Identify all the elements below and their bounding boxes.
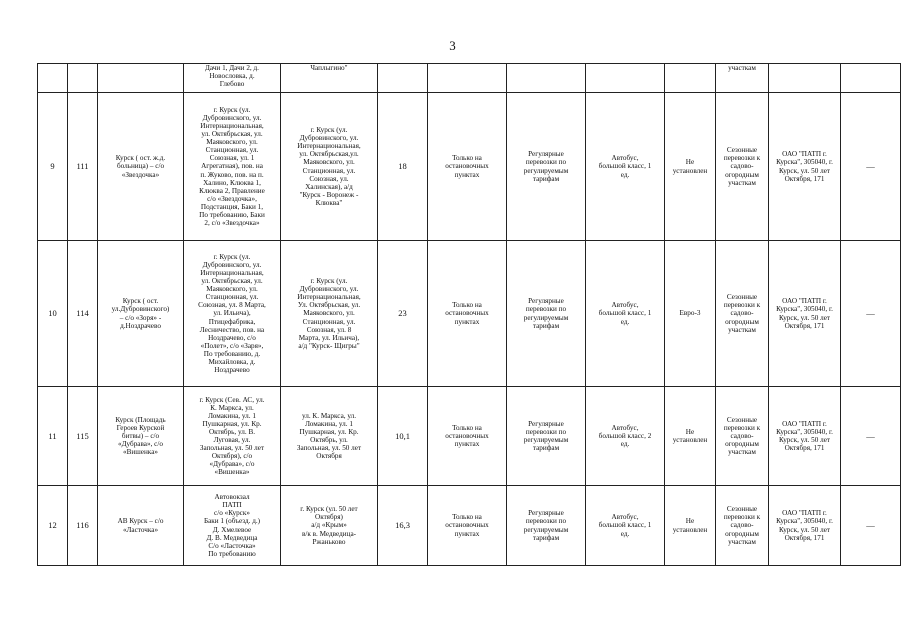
cell-type: Регулярные перевозки по регулируемым тарифам: [507, 93, 586, 241]
cell-streets: Чаплыгино": [281, 64, 378, 93]
cell-type: Регулярные перевозки по регулируемым тарифам: [507, 241, 586, 387]
cell-order: [428, 64, 507, 93]
cell-vehicle: [586, 64, 665, 93]
table-row: [38, 93, 901, 241]
cell-num: [38, 64, 68, 93]
cell-length: [378, 64, 428, 93]
cell-num: 11: [38, 387, 68, 486]
cell-num: 10: [38, 241, 68, 387]
cell-num: 12: [38, 486, 68, 566]
cell-carrier: ОАО "ПАТП г. Курска", 305040, г. Курск, ул. 50 лет Октября, 171: [769, 486, 841, 566]
cell-name: Курск (Площадь Героев Курской битвы) – с/о «Дубрава», с/о «Вишенка»: [98, 387, 184, 486]
cell-type: Регулярные перевозки по регулируемым тарифам: [507, 486, 586, 566]
cell-name: АВ Курск – с/о «Ласточка»: [98, 486, 184, 566]
cell-carrier: [769, 64, 841, 93]
table-row: [38, 64, 901, 93]
cell-extra: —: [841, 486, 901, 566]
table-row: [38, 387, 901, 486]
cell-length: 23: [378, 241, 428, 387]
table-row: [38, 241, 901, 387]
cell-route: [68, 64, 98, 93]
cell-stops: г. Курск (Сев. АС, ул. К. Маркса, ул. Ломакина, ул. 1 Пушкарная, ул. Кр. Октябрь, ул. В. Луговая, ул. Запольная, ул. 50 лет Октября), с/о «Дубрава», с/о «Вишенка»: [184, 387, 281, 486]
cell-name: [98, 64, 184, 93]
cell-eco: Не установлен: [665, 486, 716, 566]
route-registry-table: [37, 63, 901, 566]
cell-type: Регулярные перевозки по регулируемым тарифам: [507, 387, 586, 486]
cell-order: Только на остановочных пунктах: [428, 241, 507, 387]
cell-route: 111: [68, 93, 98, 241]
cell-streets: г. Курск (ул. 50 лет Октября) а/д «Крым» в/к в. Медведица- Ржаньково: [281, 486, 378, 566]
cell-order: Только на остановочных пунктах: [428, 387, 507, 486]
cell-stops: Автовокзал ПАТП с/о «Курск» Баки 1 (объезд. д.) Д. Хмелевое Д. В. Медведица С/о «Ласточка» По требованию: [184, 486, 281, 566]
cell-order: Только на остановочных пунктах: [428, 486, 507, 566]
cell-streets: г. Курск (ул. Дубровинского, ул. Интернациональная, ул. Октябрьская,ул. Маяковского, ул. Станционная, ул. Союзная, ул. Халинская), а/д "Курск - Воронеж - Клюква": [281, 93, 378, 241]
cell-type: [507, 64, 586, 93]
cell-season: Сезонные перевозки к садово- огородным участкам: [716, 387, 769, 486]
cell-route: 116: [68, 486, 98, 566]
cell-eco: Не установлен: [665, 93, 716, 241]
cell-length: 10,1: [378, 387, 428, 486]
cell-season: Сезонные перевозки к садово- огородным участкам: [716, 93, 769, 241]
cell-eco: [665, 64, 716, 93]
cell-extra: [841, 64, 901, 93]
cell-extra: —: [841, 387, 901, 486]
cell-vehicle: Автобус, большой класс, 2 ед.: [586, 387, 665, 486]
cell-streets: ул. К. Маркса, ул. Ломакина, ул. 1 Пушкарная, ул. Кр. Октябрь, ул. Запольная, ул. 50 лет Октября: [281, 387, 378, 486]
cell-season: Сезонные перевозки к садово- огородным участкам: [716, 486, 769, 566]
cell-order: Только на остановочных пунктах: [428, 93, 507, 241]
page-number: 3: [449, 38, 456, 53]
cell-eco: Не установлен: [665, 387, 716, 486]
cell-stops: г. Курск (ул. Дубровинского, ул. Интернациональная, ул. Октябрьская, ул. Маяковского, ул. Станционная, ул. Союзная, ул. 8 Марта, ул. Ильича), Птицефабрика, Лесничество, пов. на Ноздрачево, с/о «Полет», с/о «Заря», По требованию, д. Михайловка, д. Ноздрачево: [184, 241, 281, 387]
cell-stops: Дачи 1, Дачи 2, д. Новословка, д. Глебово: [184, 64, 281, 93]
cell-eco: Евро-3: [665, 241, 716, 387]
cell-route: 115: [68, 387, 98, 486]
cell-num: 9: [38, 93, 68, 241]
cell-extra: —: [841, 93, 901, 241]
cell-carrier: ОАО "ПАТП г. Курска", 305040, г. Курск, ул. 50 лет Октября, 171: [769, 241, 841, 387]
cell-streets: г. Курск (ул. Дубровинского, ул. Интернациональная, Ул. Октябрьская, ул. Маяковского, ул. Станционная, ул. Союзная, ул. 8 Марта, ул. Ильича), а/д "Курск- Щигры": [281, 241, 378, 387]
cell-stops: г. Курск (ул. Дубровинского, ул. Интернациональная, ул. Октябрьская, ул. Маяковского, ул. Станционная, ул. Союзная, ул. 1 Агрегатная), пов. на п. Жуково, пов. на п. Халино, Клюква 1, Клюква 2, Правление с/о «Звездочка», Подстанция, Баки 1, По требованию, Баки 2, с/о «Звездочка»: [184, 93, 281, 241]
cell-vehicle: Автобус, большой класс, 1 ед.: [586, 93, 665, 241]
cell-carrier: ОАО "ПАТП г. Курска", 305040, г. Курск, ул. 50 лет Октября, 171: [769, 93, 841, 241]
cell-length: 18: [378, 93, 428, 241]
cell-carrier: ОАО "ПАТП г. Курска", 305040, г. Курск, ул. 50 лет Октября, 171: [769, 387, 841, 486]
cell-extra: —: [841, 241, 901, 387]
cell-vehicle: Автобус, большой класс, 1 ед.: [586, 241, 665, 387]
cell-name: Курск ( ост. ж.д. больница) – с/о «Звездочка»: [98, 93, 184, 241]
cell-vehicle: Автобус, большой класс, 1 ед.: [586, 486, 665, 566]
cell-route: 114: [68, 241, 98, 387]
cell-season: Сезонные перевозки к садово- огородным участкам: [716, 241, 769, 387]
cell-season: участкам: [716, 64, 769, 93]
cell-length: 16,3: [378, 486, 428, 566]
cell-name: Курск ( ост. ул.Дубровинского) – с/о «Зоря» - д.Ноздрачево: [98, 241, 184, 387]
table-row: [38, 486, 901, 566]
